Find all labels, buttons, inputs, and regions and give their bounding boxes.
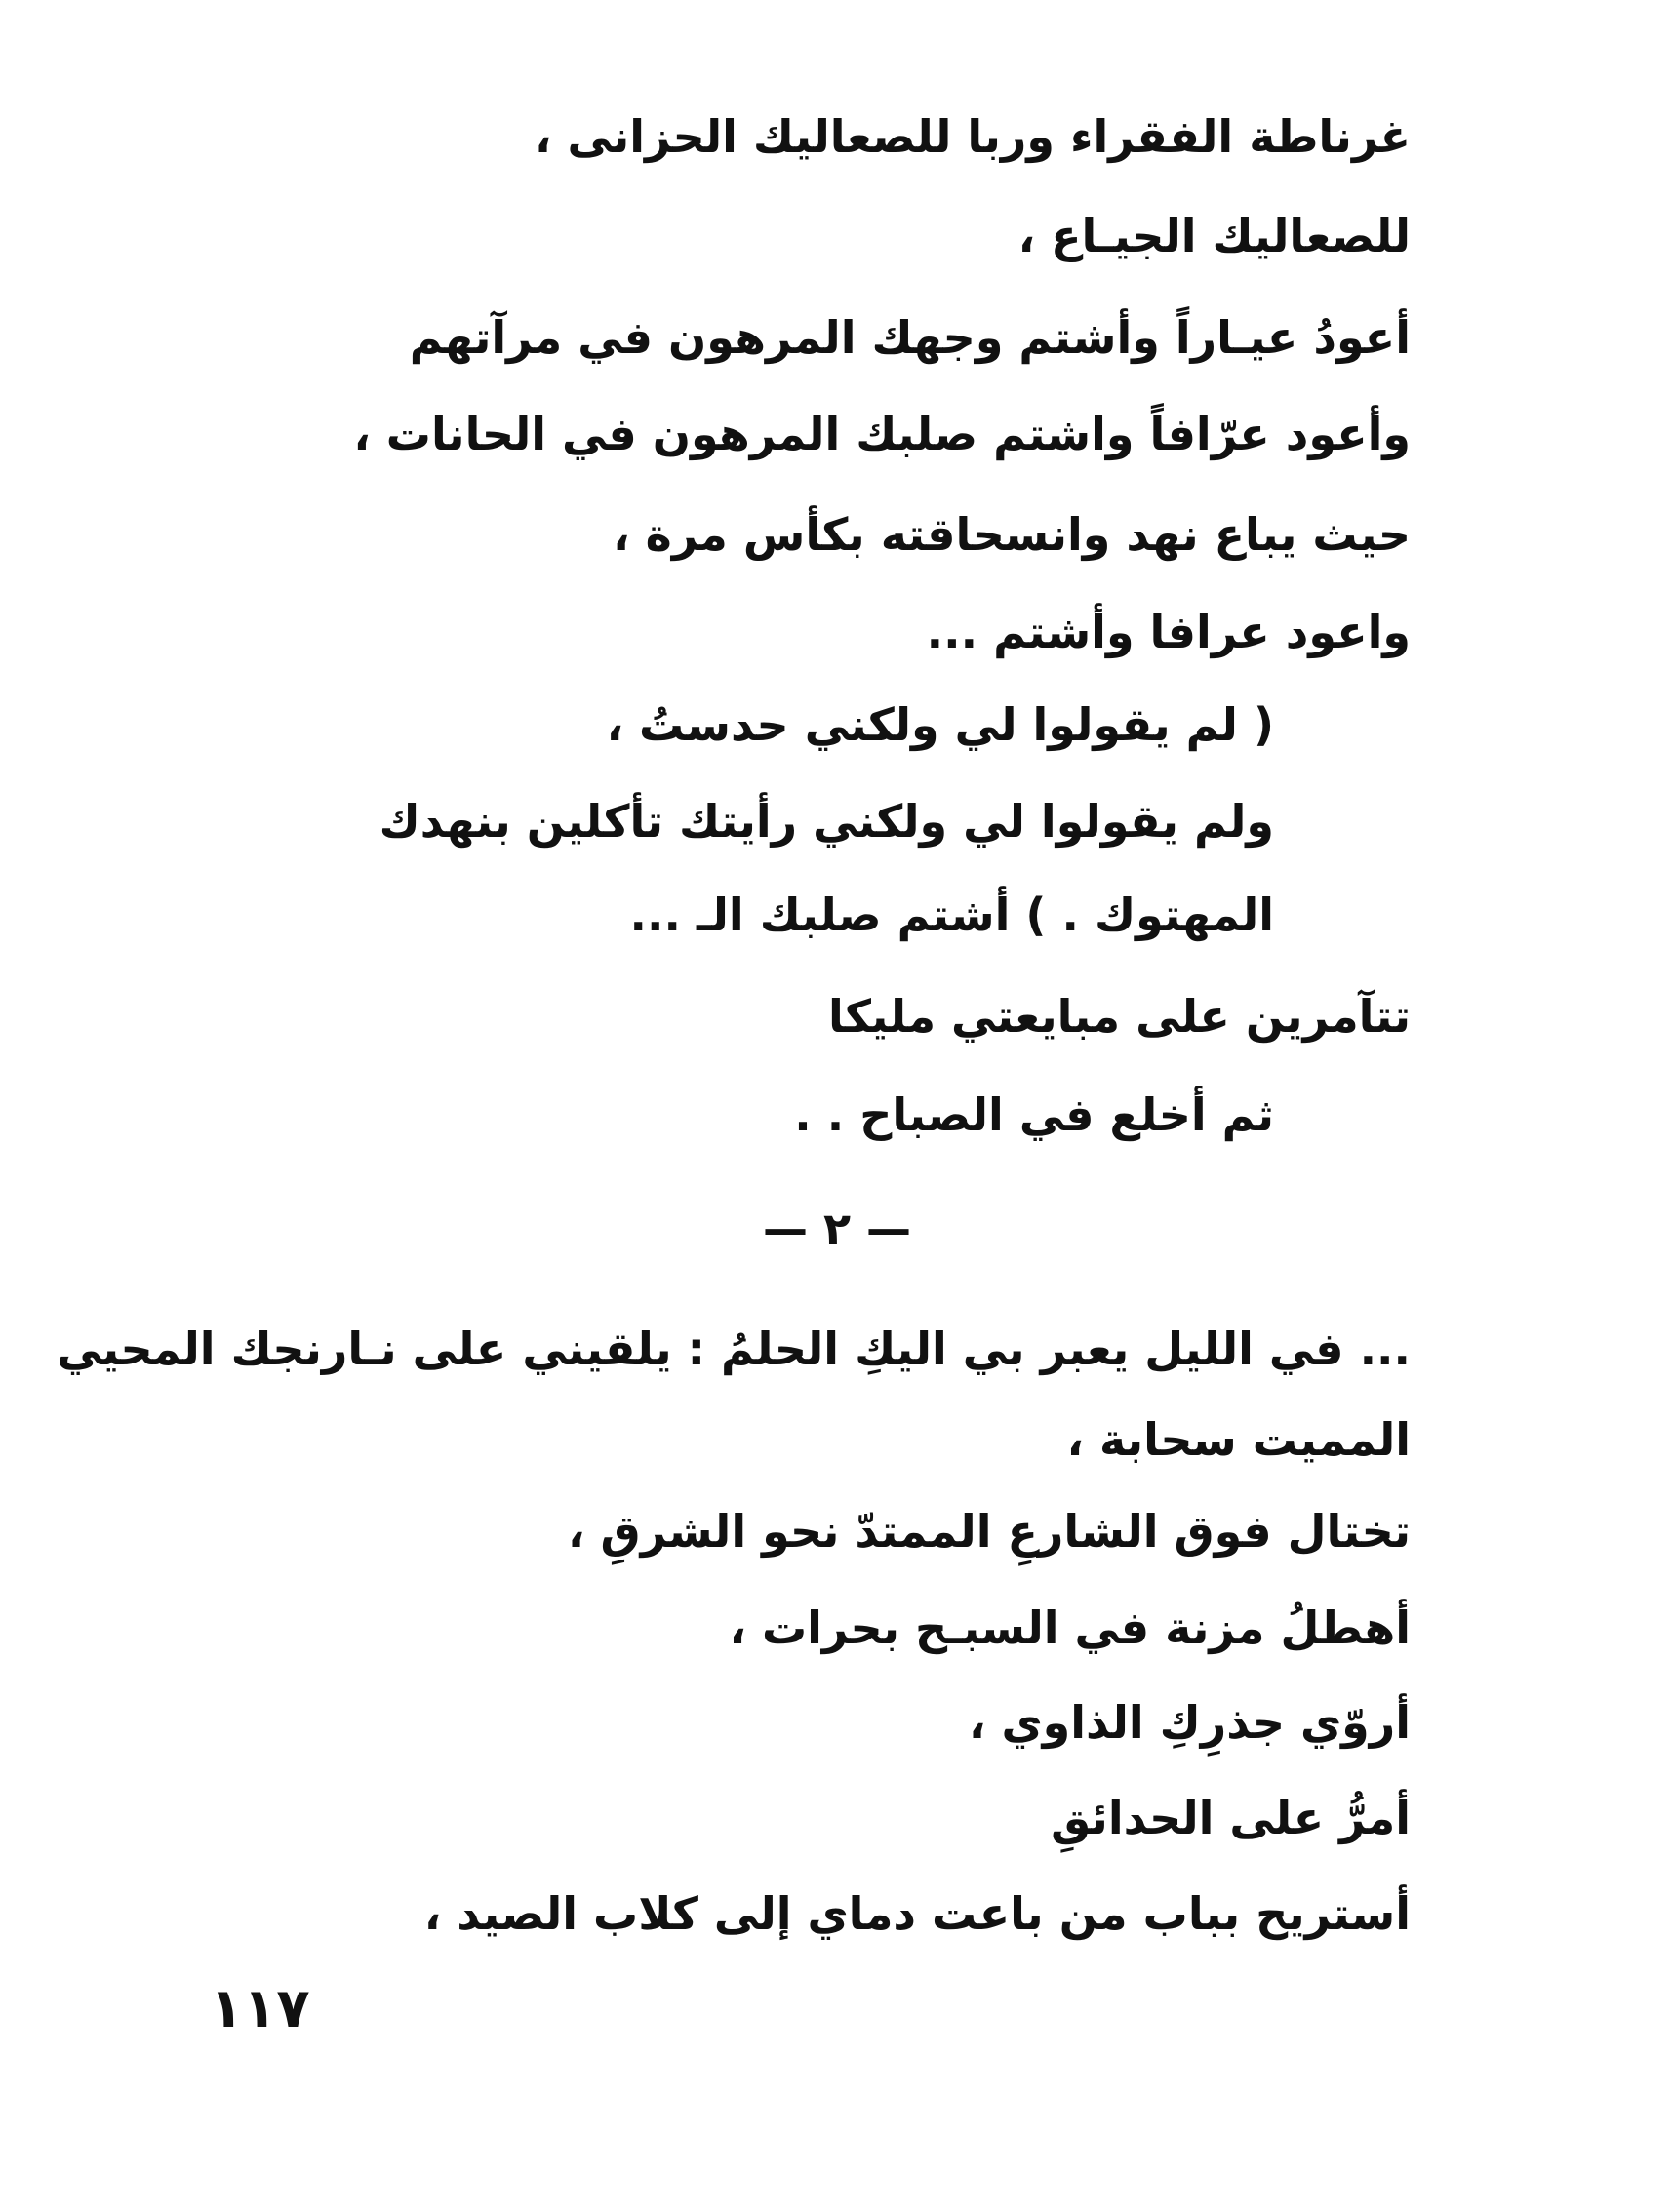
verse-line: تختال فوق الشارعِ الممتدّ نحو الشرقِ ،	[568, 1505, 1411, 1558]
verse-line: ( لم يقولوا لي ولكني حدستُ ،	[606, 698, 1274, 751]
section-number: — ٢ —	[762, 1203, 912, 1255]
verse-line: واعود عرافا وأشتم ...	[926, 606, 1411, 658]
verse-line: أستريح بباب من باعت دماي إلى كلاب الصيد ،	[423, 1887, 1411, 1940]
verse-line: للصعاليك الجيـاع ،	[1017, 210, 1411, 262]
verse-line: ولم يقولوا لي ولكني رأيتك تأكلين بنهدك	[379, 795, 1274, 848]
verse-line: غرناطة الفقراء وربا للصعاليك الحزانى ،	[534, 110, 1411, 163]
verse-line: المهتوك . ) أشتم صلبك الـ ...	[629, 889, 1274, 941]
page-number: ١١٧	[210, 1977, 310, 2040]
verse-line: المميت سحابة ،	[1066, 1413, 1411, 1466]
verse-line: أمرُّ على الحدائقِ	[1051, 1792, 1411, 1844]
verse-line: ... في الليل يعبر بي اليكِ الحلمُ : يلقيني على نـارنجك المحيي	[57, 1323, 1411, 1375]
verse-line: أعودُ عيـاراً وأشتم وجهك المرهون في مرآتهم	[409, 311, 1411, 364]
verse-line: تتآمرين على مبايعتي مليكا	[827, 990, 1411, 1043]
verse-line: وأعود عرّافاً واشتم صلبك المرهون في الحانات ،	[353, 408, 1411, 460]
verse-line: أهطلُ مزنة في السبـح بحرات ،	[729, 1601, 1411, 1654]
verse-line: حيث يباع نهد وانسحاقته بكأس مرة ،	[613, 508, 1411, 561]
verse-line: أروّي جذرِكِ الذاوي ،	[968, 1696, 1411, 1749]
verse-line: ثم أخلع في الصباح . .	[794, 1088, 1274, 1141]
